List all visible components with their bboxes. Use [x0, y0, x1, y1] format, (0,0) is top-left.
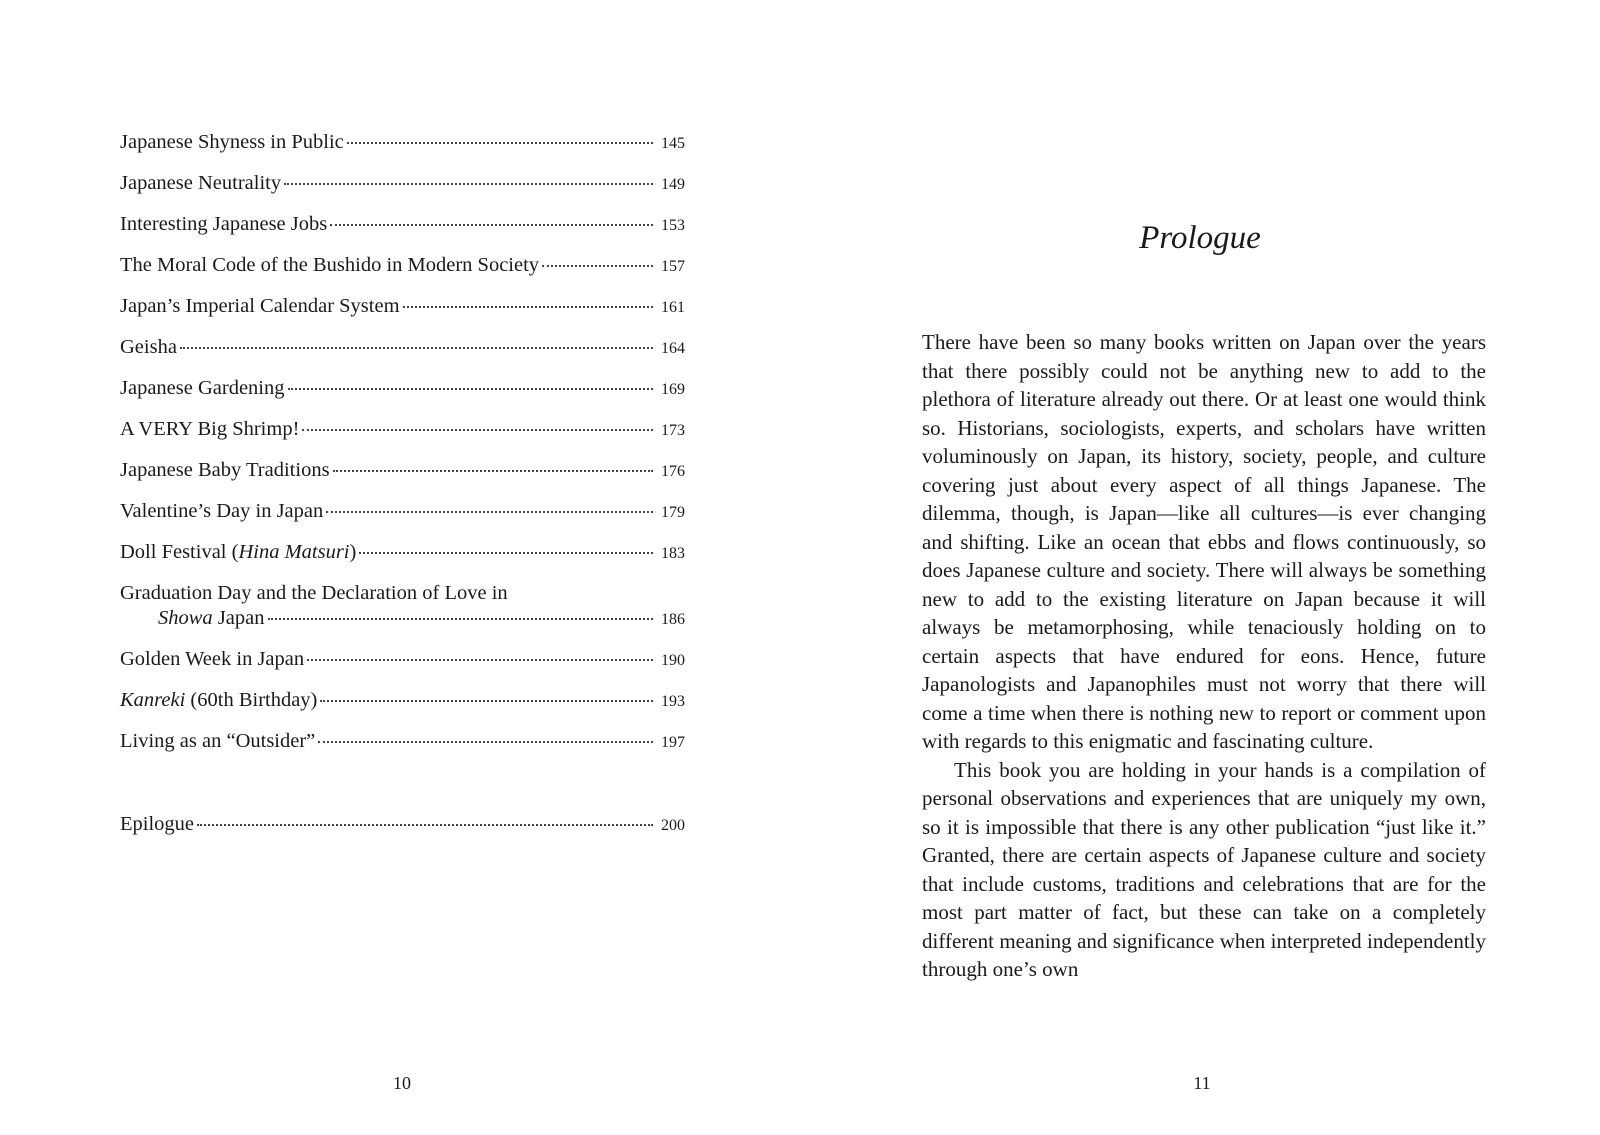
toc-entry-title: Interesting Japanese Jobs	[120, 213, 328, 235]
toc-entry-page: 149	[661, 176, 685, 193]
toc-entry-title: Graduation Day and the Declaration of Love in	[120, 582, 508, 604]
toc-entry[interactable]	[120, 581, 685, 631]
toc-entry-title	[120, 688, 317, 713]
toc-title-italic: Hina Matsuri	[238, 541, 350, 563]
dot-leader	[347, 142, 653, 144]
toc-entry-title: Japan’s Imperial Calendar System	[120, 295, 400, 317]
toc-entry-page: 186	[661, 611, 685, 628]
toc-entry-page: 153	[661, 217, 685, 234]
paragraph: This book you are holding in your hands is a compilation of personal observations and experiences that are uniquely my own, so it is impossible that there is any other publication “just like it.” Granted, there are certain aspects of Japanese culture and society that include customs, traditions and celebrations that are for the most part matter of fact, but these can take on a completely different meaning and significance when interpreted independently through one’s own	[922, 757, 1486, 981]
toc-entry-epilogue[interactable]	[120, 812, 685, 838]
dot-leader	[542, 265, 653, 267]
toc-entry[interactable]	[120, 458, 685, 483]
toc-entry[interactable]	[120, 688, 685, 713]
toc-entry-title	[120, 540, 356, 565]
toc-entry-title-continued	[158, 606, 265, 631]
dot-leader	[180, 347, 653, 349]
toc-entry-title: Japanese Neutrality	[120, 172, 282, 194]
toc-entry-title: Golden Week in Japan	[120, 648, 305, 670]
toc-entry-title: Japanese Baby Traditions	[120, 459, 330, 481]
toc-title-part: Japan	[212, 607, 265, 629]
toc-entry-title: A VERY Big Shrimp!	[120, 418, 300, 440]
toc-entry-page: 200	[661, 817, 685, 834]
toc-entry-title: Japanese Shyness in Public	[120, 131, 344, 153]
toc-entry-page: 193	[661, 693, 685, 710]
toc-entry-page: 164	[661, 340, 685, 357]
chapter-body	[922, 328, 1486, 984]
toc-entry[interactable]	[120, 253, 685, 278]
dot-leader	[268, 618, 654, 620]
toc-entry[interactable]	[120, 335, 685, 360]
table-of-contents	[120, 130, 685, 770]
dot-leader	[359, 552, 653, 554]
toc-entry[interactable]	[120, 647, 685, 672]
paragraph: There have been so many books written on Japan over the years that there possibly could not be anything new to add to the plethora of literature already out there. Or at least one would think so. Historians, sociologists, experts, and scholars have written voluminously on Japan, its history, society, people, and culture covering just about every aspect of all things Japanese. The dilemma, though, is Japan—like all cultures—is ever changing and shifting. Like an ocean that ebbs and flows continuously, so does Japanese culture and society. There will always be something new to add to the existing literature on Japan because it will always be metamorphosing, while tenaciously holding on to certain aspects that have endured for eons. Hence, future Japanologists and Japanophiles must not worry that there will come a time when there is nothing new to report or comment upon with regards to this enigmatic and fascinating culture.	[922, 330, 1486, 753]
dot-leader	[307, 659, 653, 661]
toc-entry[interactable]	[120, 540, 685, 565]
toc-title-italic: Showa	[158, 607, 213, 629]
toc-entry-title: Japanese Gardening	[120, 377, 285, 399]
dot-leader	[197, 824, 653, 826]
toc-entry-title: Epilogue	[120, 813, 195, 835]
page-number: 10	[393, 1073, 411, 1093]
toc-entry-title: Geisha	[120, 336, 177, 358]
toc-entry-page: 176	[661, 463, 685, 480]
dot-leader	[284, 183, 653, 185]
right-page	[800, 0, 1600, 1135]
toc-entry-title: Valentine’s Day in Japan	[120, 500, 324, 522]
toc-entry[interactable]	[120, 171, 685, 196]
toc-title-italic: Kanreki	[120, 689, 186, 711]
toc-entry-page: 157	[661, 258, 685, 275]
toc-entry-page: 161	[661, 299, 685, 316]
chapter-title: Prologue	[1139, 220, 1261, 256]
toc-entry[interactable]	[120, 499, 685, 524]
toc-title-part: (60th Birthday)	[185, 689, 318, 711]
dot-leader	[330, 224, 653, 226]
page-number: 11	[1193, 1073, 1211, 1093]
toc-title-part: )	[349, 541, 357, 563]
toc-title-part: Doll Festival (	[120, 541, 239, 563]
dot-leader	[403, 306, 653, 308]
toc-entry-page: 197	[661, 734, 685, 751]
dot-leader	[318, 741, 653, 743]
toc-entry[interactable]	[120, 294, 685, 319]
toc-entry-page: 183	[661, 545, 685, 562]
dot-leader	[320, 700, 653, 702]
toc-entry-page: 179	[661, 504, 685, 521]
toc-entry-title: Living as an “Outsider”	[120, 730, 316, 752]
dot-leader	[326, 511, 653, 513]
toc-entry-page: 190	[661, 652, 685, 669]
toc-entry-page: 173	[661, 422, 685, 439]
toc-entry-page: 145	[661, 135, 685, 152]
toc-entry[interactable]	[120, 376, 685, 401]
toc-entry[interactable]	[120, 130, 685, 155]
dot-leader	[302, 429, 653, 431]
toc-entry[interactable]	[120, 729, 685, 754]
toc-entry[interactable]	[120, 417, 685, 442]
dot-leader	[333, 470, 653, 472]
toc-entry[interactable]	[120, 212, 685, 237]
dot-leader	[288, 388, 653, 390]
toc-entry-page: 169	[661, 381, 685, 398]
toc-entry-title: The Moral Code of the Bushido in Modern Society	[120, 254, 540, 276]
